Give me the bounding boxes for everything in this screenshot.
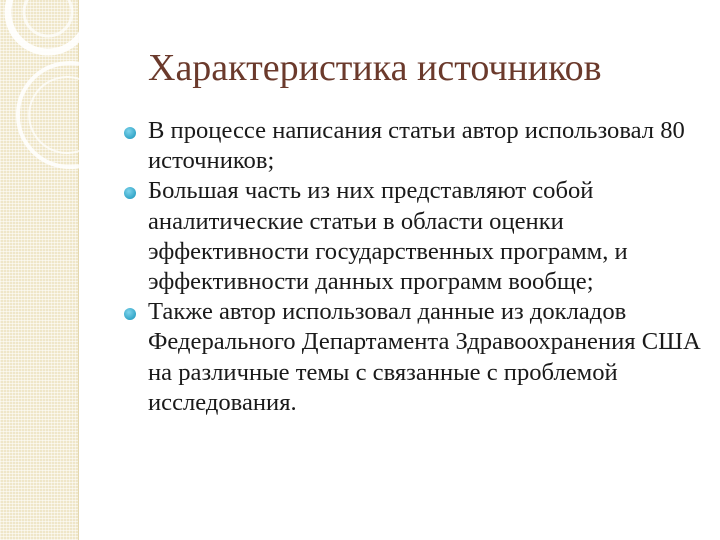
bullet-dot-icon	[124, 187, 136, 199]
bullet-text: В процессе написания статьи автор использовал 80 источников;	[148, 117, 685, 175]
bullet-text: Также автор использовал данные из докладов Федерального Департамента Здравоохранения США на различные темы с связанные с проблемой исследования.	[148, 298, 701, 416]
bullet-dot-icon	[124, 308, 136, 320]
bullet-item	[124, 116, 709, 176]
bullet-dot-icon	[124, 127, 136, 139]
bullet-list	[124, 116, 709, 418]
bullet-item	[124, 176, 709, 297]
circle-ornament-icon	[0, 0, 140, 200]
slide-title: Характеристика источников	[148, 47, 602, 89]
bullet-text: Большая часть из них представляют собой аналитические статьи в области оценки эффективности государственных программ, и эффективности данных программ вообще;	[148, 177, 628, 296]
bullet-item	[124, 297, 709, 418]
